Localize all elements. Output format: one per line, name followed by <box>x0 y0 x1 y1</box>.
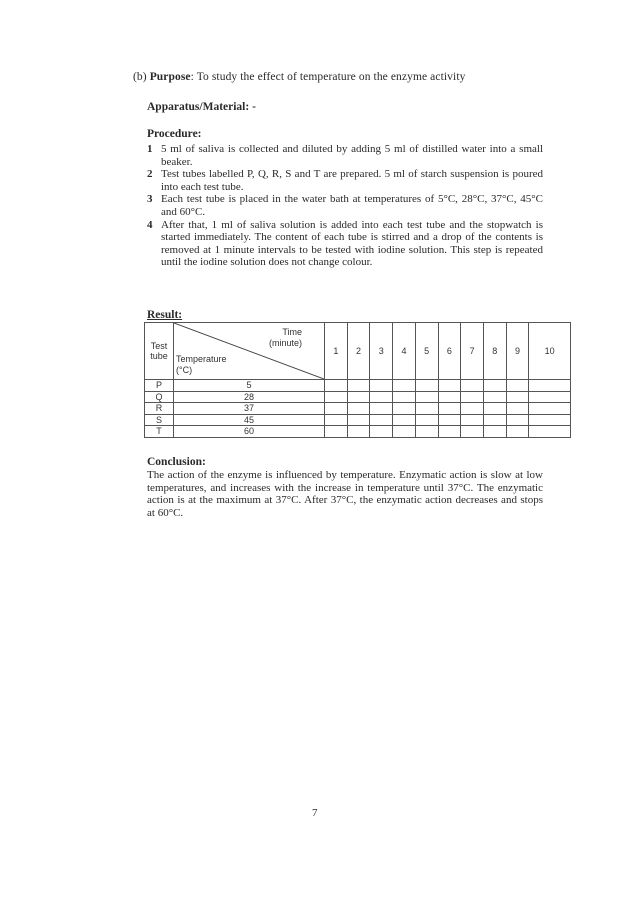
table-row <box>145 426 571 438</box>
procedure-step <box>147 168 543 193</box>
result-cell <box>438 414 461 426</box>
purpose-text: : To study the effect of temperature on the enzyme activity <box>190 71 466 83</box>
minute-header: 2 <box>347 323 370 380</box>
result-cell <box>393 380 416 392</box>
procedure-steps <box>147 143 543 269</box>
result-cell <box>393 414 416 426</box>
header-test-tube <box>145 323 174 380</box>
result-cell <box>483 414 506 426</box>
result-cell <box>529 414 571 426</box>
purpose-label: Purpose <box>149 71 191 83</box>
step-number: 4 <box>147 218 153 231</box>
minute-header: 1 <box>325 323 348 380</box>
result-cell <box>370 380 393 392</box>
result-cell <box>370 403 393 415</box>
result-cell <box>438 426 461 438</box>
table-row <box>145 380 571 392</box>
procedure-step <box>147 193 543 218</box>
result-cell <box>506 403 529 415</box>
result-cell <box>506 391 529 403</box>
temperature-value: 37 <box>174 403 325 415</box>
result-cell <box>325 403 348 415</box>
tube-label: S <box>145 414 174 426</box>
result-cell <box>529 403 571 415</box>
result-cell <box>347 414 370 426</box>
conclusion-text: The action of the enzyme is influenced by temperature. Enzymatic action is slow at low temperatures, and increases with the increase in temperature until 37°C. The enzymatic action is at the maximum at 37°C. After 37°C, the enzymatic action decreases and stops at 60°C. <box>147 469 543 519</box>
table-row <box>145 391 571 403</box>
table-row <box>145 414 571 426</box>
result-cell <box>347 380 370 392</box>
result-cell <box>529 380 571 392</box>
result-cell <box>506 426 529 438</box>
result-cell <box>506 414 529 426</box>
table-header-row <box>145 323 571 380</box>
result-cell <box>483 426 506 438</box>
result-table <box>144 322 571 438</box>
result-heading: Result: <box>147 309 183 321</box>
minute-header: 6 <box>438 323 461 380</box>
minute-header: 3 <box>370 323 393 380</box>
result-cell <box>325 391 348 403</box>
table-row <box>145 403 571 415</box>
result-cell <box>415 391 438 403</box>
result-cell <box>483 391 506 403</box>
step-text: Test tubes labelled P, Q, R, S and T are prepared. 5 ml of starch suspension is poured into each test tube. <box>161 168 543 193</box>
result-cell <box>438 380 461 392</box>
purpose-line <box>133 71 465 83</box>
result-cell <box>415 380 438 392</box>
conclusion-heading: Conclusion: <box>147 456 206 468</box>
procedure-step <box>147 143 543 168</box>
tube-label: T <box>145 426 174 438</box>
time-minute-label: Time (minute) <box>268 327 302 348</box>
result-cell <box>325 426 348 438</box>
result-cell <box>461 403 484 415</box>
apparatus-heading: Apparatus/Material: - <box>147 101 256 113</box>
result-cell <box>415 414 438 426</box>
procedure-heading: Procedure: <box>147 128 202 140</box>
result-cell <box>393 391 416 403</box>
page-number: 7 <box>312 807 318 819</box>
result-cell <box>483 403 506 415</box>
step-number: 1 <box>147 143 153 155</box>
result-cell <box>461 380 484 392</box>
step-text: After that, 1 ml of saliva solution is added into each test tube and the stopwatch is started immediately. The content of each tube is stirred and a drop of the contents is removed at 1 minute intervals to be tested with iodine solution. This step is repeated until the iodine solution does not change colour. <box>161 218 543 269</box>
procedure-step <box>147 219 543 269</box>
step-number: 3 <box>147 193 153 206</box>
result-cell <box>415 426 438 438</box>
temperature-value: 5 <box>174 380 325 392</box>
step-text: Each test tube is placed in the water bath at temperatures of 5°C, 28°C, 37°C, 45°C and 60°C. <box>161 193 543 218</box>
temperature-value: 28 <box>174 391 325 403</box>
temperature-value: 60 <box>174 426 325 438</box>
tube-label: R <box>145 403 174 415</box>
result-cell <box>529 426 571 438</box>
result-cell <box>370 391 393 403</box>
result-cell <box>461 426 484 438</box>
result-cell <box>393 426 416 438</box>
result-cell <box>347 403 370 415</box>
minute-header: 8 <box>483 323 506 380</box>
temperature-value: 45 <box>174 414 325 426</box>
result-cell <box>370 426 393 438</box>
purpose-prefix: (b) <box>133 71 150 83</box>
result-cell <box>438 391 461 403</box>
result-cell <box>461 414 484 426</box>
result-cell <box>370 414 393 426</box>
result-cell <box>529 391 571 403</box>
result-cell <box>325 414 348 426</box>
tube-label: Q <box>145 391 174 403</box>
result-cell <box>325 380 348 392</box>
result-cell <box>461 391 484 403</box>
result-cell <box>415 403 438 415</box>
minute-header: 7 <box>461 323 484 380</box>
minute-header: 5 <box>415 323 438 380</box>
step-text: 5 ml of saliva is collected and diluted by adding 5 ml of distilled water into a small beaker. <box>161 143 543 168</box>
minute-header: 10 <box>529 323 571 380</box>
result-cell <box>483 380 506 392</box>
minute-header: 4 <box>393 323 416 380</box>
tube-label: P <box>145 380 174 392</box>
result-cell <box>393 403 416 415</box>
test-tube-label: Test tube <box>150 341 168 361</box>
result-cell <box>347 426 370 438</box>
result-cell <box>347 391 370 403</box>
minute-header: 9 <box>506 323 529 380</box>
header-diagonal-cell <box>174 323 325 380</box>
result-cell <box>438 403 461 415</box>
step-number: 2 <box>147 168 153 181</box>
result-cell <box>506 380 529 392</box>
temperature-label: Temperature (°C) <box>176 354 227 375</box>
